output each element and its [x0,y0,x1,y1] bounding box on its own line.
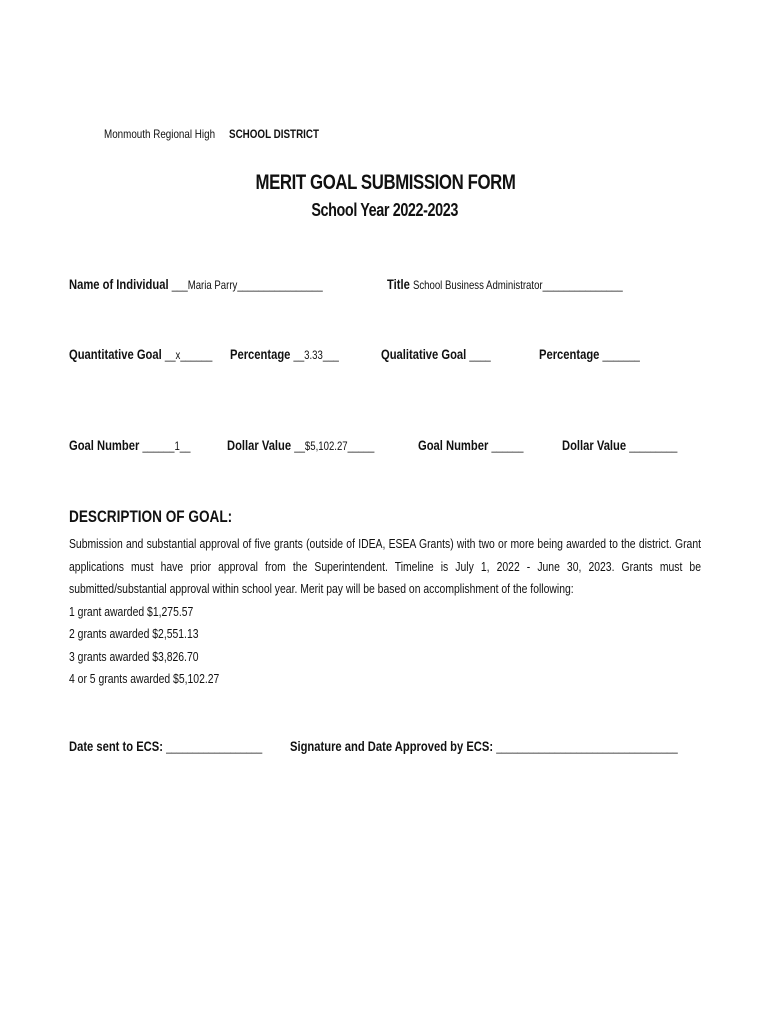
signature-label: Signature and Date Approved by ECS: [290,738,494,754]
goal-number-value-1[interactable]: ______1__ [142,439,191,453]
dollar-value-value-2[interactable]: _________ [629,439,678,453]
goal-number-label-1: Goal Number [69,437,140,453]
goal-number-field-2 [418,437,550,453]
district-label: SCHOOL DISTRICT [228,127,319,141]
date-sent-field [69,738,311,754]
date-sent-value[interactable]: __________________ [166,740,263,754]
description-paragraph: Submission and substantial approval of five grants (outside of IDEA, ESEA Grants) with two or more being awarded to the district. Grant applications must have prior approval from the Superintendent. Timeline is July 1, 2022 - June 30, 2023. Grants must be submitted/substantial approval within school year. Merit pay will be based on accomplishment of the following: [69,536,701,596]
district-header [104,127,339,141]
quantitative-goal-value[interactable]: __x______ [164,348,213,362]
percentage-label-2: Percentage [539,346,600,362]
percentage-value-2[interactable]: _______ [602,348,640,362]
percentage-label-1: Percentage [230,346,291,362]
form-title: MERIT GOAL SUBMISSION FORM [255,171,515,194]
quantitative-goal-field [69,346,248,362]
name-value[interactable]: ___Maria Parry________________ [171,278,323,292]
goal-number-field-1 [69,437,221,453]
grant-tier-3: 3 grants awarded $3,826.70 [69,648,199,664]
qualitative-goal-field [381,346,518,362]
title-label: Title [387,276,410,292]
organization-name: Monmouth Regional High [104,127,216,141]
dollar-value-field-2 [562,437,706,453]
grant-tier-2: 2 grants awarded $2,551.13 [69,626,199,641]
name-field [69,276,386,292]
description-body [69,533,701,691]
dollar-value-value-1[interactable]: __$5,102.27_____ [294,439,375,453]
description-heading: DESCRIPTION OF GOAL: [69,507,233,526]
qualitative-goal-label: Qualitative Goal [381,346,467,362]
name-label: Name of Individual [69,276,169,292]
grant-tier-1: 1 grant awarded $1,275.57 [69,603,194,619]
title-field [387,276,682,292]
quantitative-goal-label: Quantitative Goal [69,346,162,362]
qualitative-goal-value[interactable]: ____ [469,348,491,362]
dollar-value-field-1 [227,437,411,453]
school-year: School Year 2022-2023 [311,200,459,220]
goal-number-value-2[interactable]: ______ [491,439,524,453]
signature-value[interactable]: __________________________________ [496,740,678,754]
percentage-field-1 [230,346,366,362]
goal-number-label-2: Goal Number [418,437,489,453]
percentage-field-2 [539,346,665,362]
percentage-value-1[interactable]: __3.33___ [293,348,339,362]
grant-tier-4: 4 or 5 grants awarded $5,102.27 [69,671,220,686]
dollar-value-label-1: Dollar Value [227,437,292,453]
date-sent-label: Date sent to ECS: [69,738,163,754]
signature-field [290,738,770,754]
dollar-value-label-2: Dollar Value [562,437,627,453]
title-value[interactable]: School Business Administrator_______________ [412,278,623,292]
